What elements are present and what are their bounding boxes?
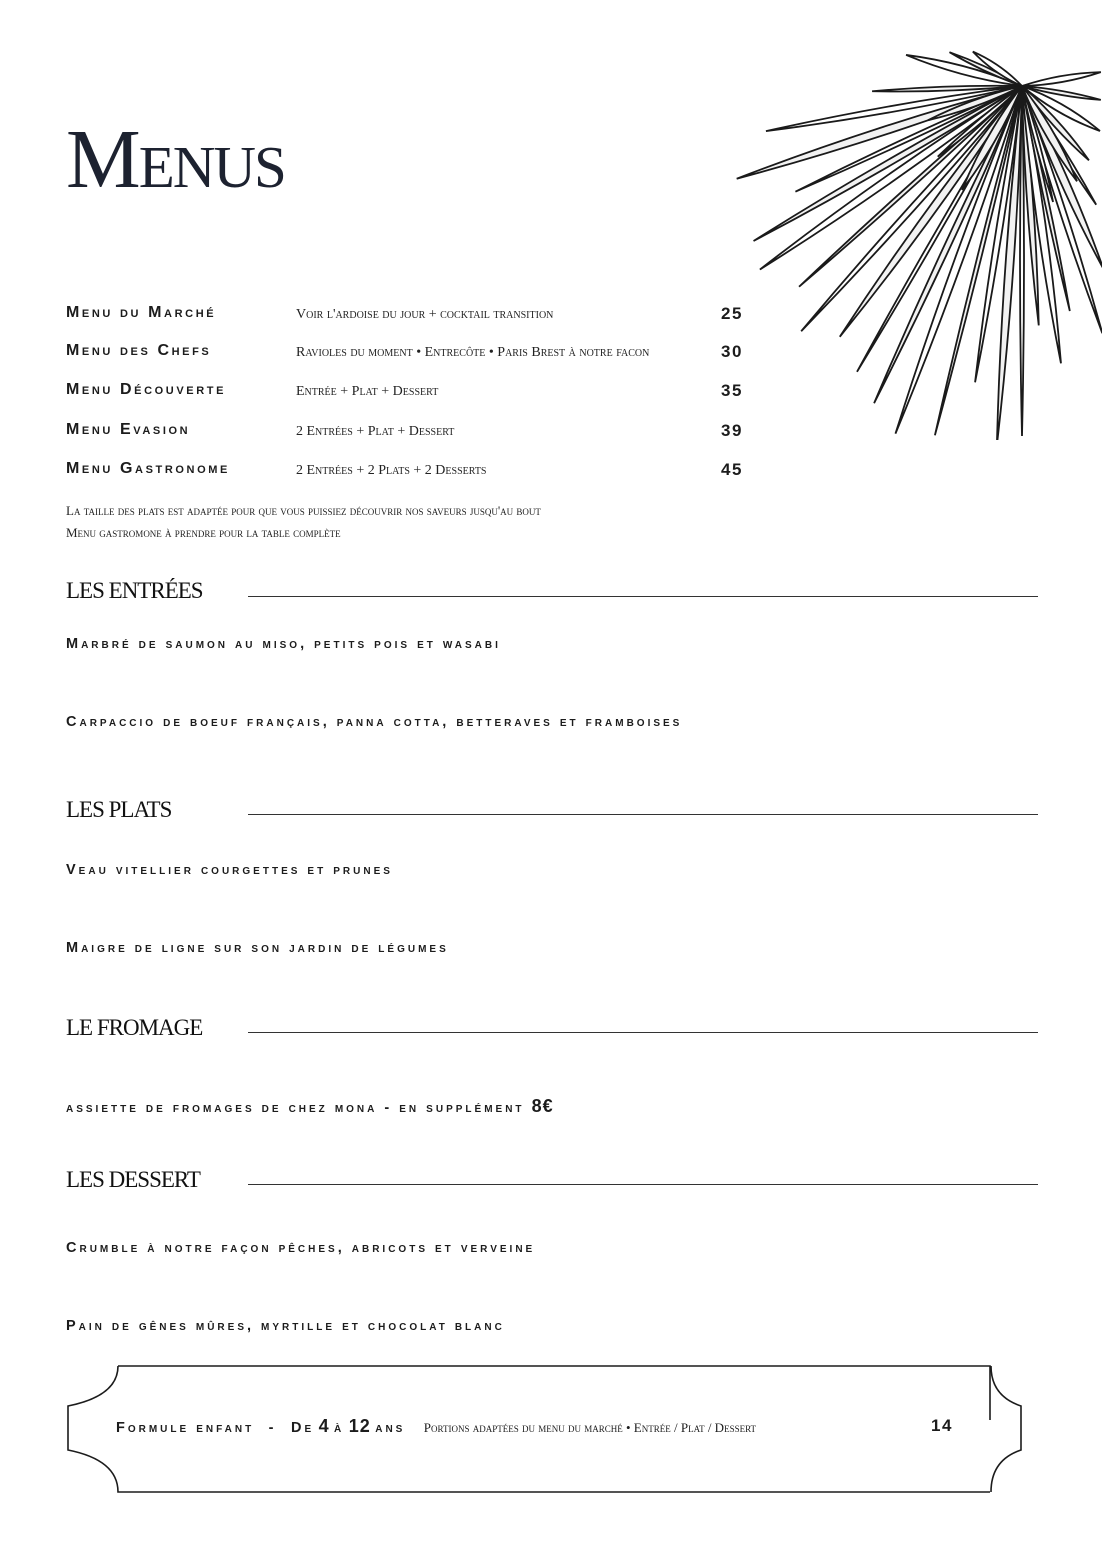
menu-row-chefs — [66, 342, 766, 366]
section-divider — [248, 1032, 1038, 1033]
section-title-plats: LES PLATS — [66, 797, 172, 822]
menu-price: 35 — [721, 381, 743, 400]
kids-age-to: 12 — [348, 1416, 371, 1436]
dish-item: Maigre de ligne sur son jardin de légumes — [66, 940, 449, 956]
kids-age-prefix: De — [290, 1420, 315, 1436]
menu-note: Menu gastromone à prendre pour la table complète — [66, 525, 341, 540]
section-divider — [248, 814, 1038, 815]
menu-price: 39 — [721, 421, 743, 440]
menu-price: 45 — [721, 460, 743, 479]
dish-item: Marbré de saumon au miso, petits pois et wasabi — [66, 636, 501, 652]
page-title: Menus — [66, 113, 285, 206]
menu-name: Menu Découverte — [66, 381, 227, 398]
section-title-desserts: LES DESSERT — [66, 1167, 200, 1192]
palm-leaf-frond — [840, 86, 1022, 337]
palm-leaf-illustration — [690, 0, 1102, 440]
kids-separator: - — [268, 1420, 277, 1436]
menu-description: Entrée + Plat + Dessert — [296, 384, 439, 399]
menu-row-decouverte — [66, 381, 766, 405]
section-divider — [248, 1184, 1038, 1185]
dish-item-supplement — [66, 1096, 554, 1117]
menu-price: 30 — [721, 342, 743, 361]
kids-formula-frame-right — [985, 1362, 1025, 1500]
menu-description: 2 Entrées + 2 Plats + 2 Desserts — [296, 463, 487, 478]
menu-row-gastronome — [66, 460, 766, 484]
kids-formula-label: Formule enfant — [116, 1420, 255, 1436]
section-title-entrees: LES ENTRÉES — [66, 578, 203, 603]
menu-row-evasion — [66, 421, 766, 445]
dish-item: Crumble à notre façon pêches, abricots et verveine — [66, 1240, 536, 1256]
menu-description: Voir l'ardoise du jour + cocktail transition — [296, 307, 554, 322]
dish-item: Veau vitellier courgettes et prunes — [66, 862, 393, 878]
menu-description: Ravioles du moment • Entrecôte • Paris Brest à notre facon — [296, 345, 650, 360]
menu-row-marche — [66, 304, 766, 328]
menu-name: Menu Gastronome — [66, 460, 230, 477]
kids-formula-description: Portions adaptées du menu du marché • Entrée / Plat / Dessert — [423, 1420, 757, 1435]
section-divider — [248, 596, 1038, 597]
dish-item: Pain de gênes mûres, myrtille et chocolat blanc — [66, 1318, 505, 1334]
menu-price: 25 — [721, 304, 743, 323]
palm-leaf-frond — [1022, 72, 1101, 86]
menu-name: Menu des Chefs — [66, 342, 212, 359]
kids-age-suffix: ans — [375, 1420, 406, 1436]
kids-formula — [116, 1416, 976, 1442]
menu-name: Menu Evasion — [66, 421, 191, 438]
kids-age-middle: à — [334, 1420, 345, 1436]
kids-formula-price: 14 — [931, 1416, 953, 1435]
section-title-fromage: LE FROMAGE — [66, 1015, 203, 1040]
dish-item-label: assiette de fromages de chez mona - en supplément — [66, 1100, 525, 1116]
kids-age-from: 4 — [318, 1416, 330, 1436]
menu-note: La taille des plats est adaptée pour que vous puissiez découvrir nos saveurs jusqu'au bout — [66, 503, 541, 518]
supplement-price: 8€ — [531, 1096, 554, 1116]
menu-description: 2 Entrées + Plat + Dessert — [296, 424, 455, 439]
menu-name: Menu du Marché — [66, 304, 217, 321]
dish-item: Carpaccio de boeuf français, panna cotta, betteraves et framboises — [66, 714, 683, 730]
